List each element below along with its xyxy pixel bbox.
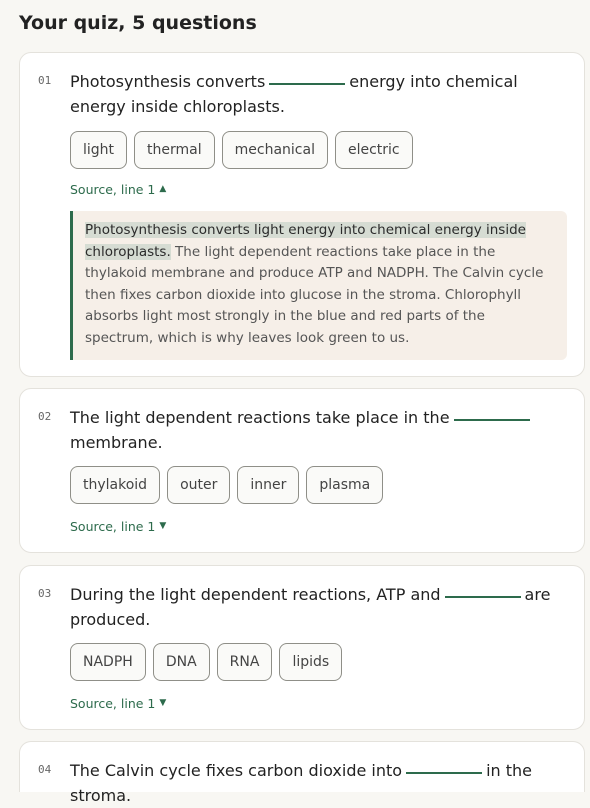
question-card-1	[19, 52, 585, 377]
option-plasma[interactable]: plasma	[306, 466, 383, 504]
chevron-down-icon: ▼	[159, 698, 167, 708]
option-rna[interactable]: RNA	[217, 643, 273, 681]
option-thylakoid[interactable]: thylakoid	[70, 466, 160, 504]
source-toggle[interactable]	[70, 182, 166, 197]
source-toggle[interactable]	[70, 519, 166, 534]
option-inner[interactable]: inner	[237, 466, 299, 504]
answer-options	[70, 131, 413, 169]
source-label: Source, line 1	[70, 182, 156, 197]
answer-options	[70, 466, 383, 504]
chevron-up-icon: ▲	[159, 184, 167, 194]
option-dna[interactable]: DNA	[153, 643, 210, 681]
option-thermal[interactable]: thermal	[134, 131, 215, 169]
option-electric[interactable]: electric	[335, 131, 413, 169]
source-label: Source, line 1	[70, 519, 156, 534]
option-light[interactable]: light	[70, 131, 127, 169]
chevron-down-icon: ▼	[159, 521, 167, 531]
answer-options	[70, 643, 342, 681]
question-text: During the light dependent reactions, ATP and are produced.	[70, 585, 551, 629]
question-text: Photosynthesis converts energy into chemical energy inside chloroplasts.	[70, 72, 518, 116]
page-title: Your quiz, 5 questions	[19, 12, 257, 34]
answer-blank	[406, 772, 482, 774]
source-label: Source, line 1	[70, 696, 156, 711]
question-text: The Calvin cycle fixes carbon dioxide into in the stroma.	[70, 761, 532, 805]
answer-blank	[269, 83, 345, 85]
question-number: 01	[38, 74, 52, 87]
answer-blank	[445, 596, 521, 598]
option-nadph[interactable]: NADPH	[70, 643, 146, 681]
option-outer[interactable]: outer	[167, 466, 230, 504]
question-text: The light dependent reactions take place in themembrane.	[70, 406, 570, 455]
question-card-4	[19, 741, 585, 805]
highlighted-sentence: Photosynthesis converts light energy into chemical energy inside chloroplasts.	[85, 222, 526, 260]
source-toggle[interactable]	[70, 696, 166, 711]
question-number: 02	[38, 410, 52, 423]
answer-blank	[454, 419, 530, 421]
excerpt-text: The light dependent reactions take place in the thylakoid membrane and produce ATP and NADPH. The Calvin cycle then fixes carbon dioxide into glucose in the stroma. Chlorophyll absorbs light most strongly in the blue and red parts of the spectrum, which is why leaves look green to us.	[85, 243, 544, 346]
question-card-3	[19, 565, 585, 730]
option-mechanical[interactable]: mechanical	[222, 131, 328, 169]
option-lipids[interactable]: lipids	[279, 643, 342, 681]
question-number: 04	[38, 763, 52, 776]
source-excerpt	[70, 211, 567, 360]
question-card-2	[19, 388, 585, 553]
question-number: 03	[38, 587, 52, 600]
